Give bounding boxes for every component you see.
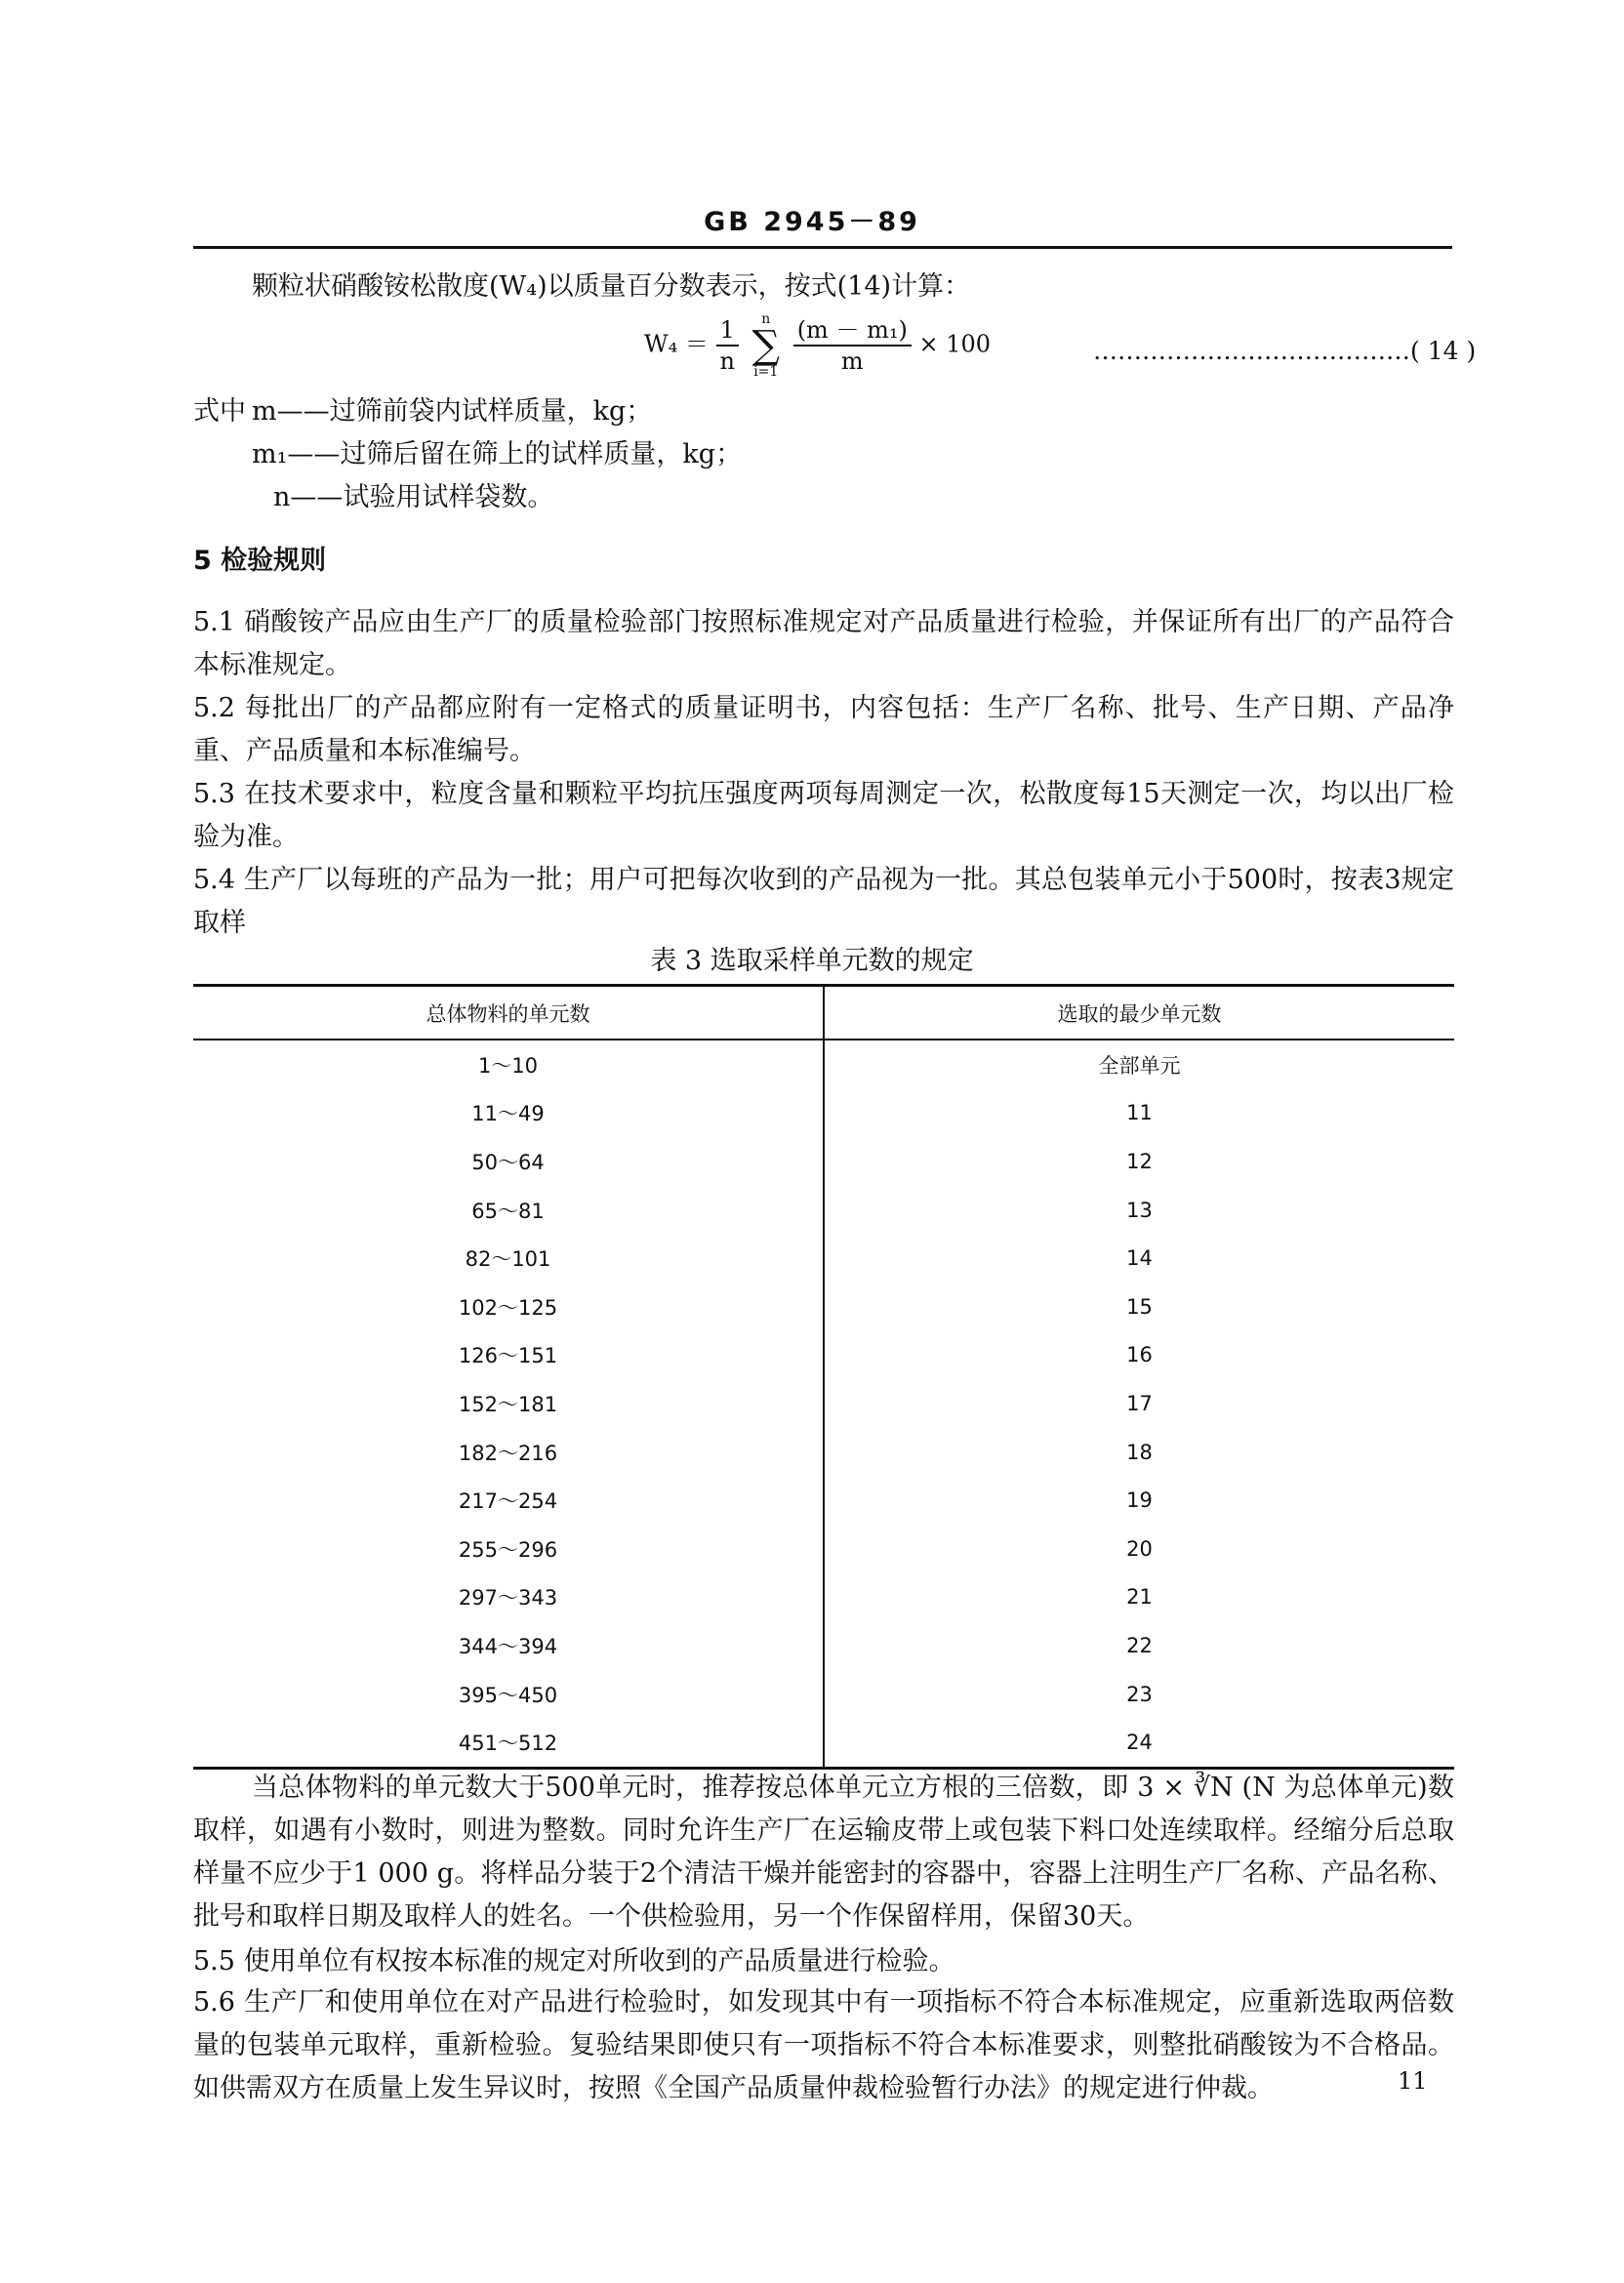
where-text: 过筛后留在筛上的试样质量，kg； — [340, 439, 743, 469]
table-cell: 451～512 — [193, 1718, 824, 1768]
table-cell: 182～216 — [193, 1428, 824, 1477]
formula-lhs: W₄ ＝ — [644, 330, 709, 358]
page-number: 11 — [1398, 2067, 1428, 2095]
table-cell: 20 — [1126, 1536, 1153, 1561]
coef-denominator: n — [719, 347, 735, 375]
equation-number: …………………………………( 14 ) — [1093, 337, 1477, 365]
clause-5-5: 5.5 使用单位有权按本标准的规定对所收到的产品质量进行检验。 — [193, 1946, 955, 1977]
table-row — [193, 1234, 1454, 1283]
table-row — [193, 1428, 1454, 1477]
document-header: GB 2945－89 — [704, 207, 920, 237]
table-cell: 19 — [1126, 1488, 1153, 1513]
clause-5-4: 5.4 生产厂以每班的产品为一批；用户可把每次收到的产品视为一批。其总包装单元小于500时，按表3规定取样 — [193, 865, 1454, 938]
clause-5-2: 5.2 每批出厂的产品都应附有一定格式的质量证明书，内容包括：生产厂名称、批号、生产日期、产品净重、产品质量和本标准编号。 — [193, 693, 1454, 766]
sum-upper-limit: n — [761, 311, 771, 327]
sampling-units-table — [193, 984, 1454, 1770]
where-item — [252, 433, 742, 476]
column-header: 总体物料的单元数 — [193, 986, 824, 1040]
table-row — [193, 1573, 1454, 1622]
table-cell: 全部单元 — [1098, 1053, 1181, 1078]
table-cell: 1～10 — [193, 1040, 824, 1089]
table-row — [193, 1137, 1454, 1186]
fraction-denominator: m — [840, 347, 864, 375]
table-cell: 15 — [1126, 1294, 1153, 1319]
sigma-symbol: ∑ — [751, 323, 781, 368]
table-cell: 255～296 — [193, 1525, 824, 1573]
table-cell: 18 — [1126, 1440, 1153, 1464]
clause-5-6: 5.6 生产厂和使用单位在对产品进行检验时，如发现其中有一项指标不符合本标准规定，应重新选取两倍数量的包装单元取样，重新检验。复验结果即使只有一项指标不符合本标准要求，则整批硝酸铵为不合格品。如供需双方在质量上发生异议时，按照《全国产品质量仲裁检验暂行办法》的规定进行仲裁。 — [193, 1987, 1454, 2103]
where-lead: 式中 — [193, 396, 246, 427]
table-row — [193, 1089, 1454, 1138]
table-row — [193, 1331, 1454, 1380]
table-row — [193, 1525, 1454, 1573]
table-cell: 152～181 — [193, 1379, 824, 1428]
header-rule — [193, 246, 1452, 249]
coef-numerator: 1 — [716, 315, 739, 347]
table-cell: 50～64 — [193, 1137, 824, 1186]
table-row — [193, 1283, 1454, 1331]
table-cell: 21 — [1126, 1585, 1153, 1610]
table-cell: 17 — [1126, 1391, 1153, 1415]
table-cell: 297～343 — [193, 1573, 824, 1622]
table-cell: 12 — [1126, 1149, 1153, 1173]
where-item — [252, 390, 652, 433]
table-row — [193, 1621, 1454, 1670]
table-row — [193, 1670, 1454, 1719]
table-caption: 表 3 选取采样单元数的规定 — [650, 946, 974, 976]
where-symbol: n—— — [273, 482, 344, 512]
table-cell: 126～151 — [193, 1331, 824, 1380]
table-cell: 24 — [824, 1718, 1454, 1768]
sum-lower-limit: i=1 — [753, 364, 779, 380]
table-cell: 11 — [1126, 1101, 1153, 1125]
where-symbol: m₁—— — [252, 439, 341, 469]
table-cell: 217～254 — [193, 1476, 824, 1525]
clause-5-1: 5.1 硝酸铵产品应由生产厂的质量检验部门按照标准规定对产品质量进行检验，并保证所有出厂的产品符合本标准规定。 — [193, 607, 1454, 680]
table-row — [193, 1379, 1454, 1428]
summation-sign — [751, 312, 780, 379]
table-cell: 102～125 — [193, 1283, 824, 1331]
section-title: 5 检验规则 — [193, 546, 327, 576]
table-cell: 22 — [1126, 1633, 1153, 1657]
table-row — [193, 1040, 1454, 1089]
table-cell: 14 — [1126, 1246, 1153, 1271]
table-row — [193, 1718, 1454, 1768]
table-cell: 16 — [1126, 1343, 1153, 1367]
fraction-numerator: (m － m₁) — [793, 315, 912, 347]
where-text: 过筛前袋内试样质量，kg； — [329, 396, 653, 427]
where-symbol: m—— — [252, 396, 330, 427]
where-text: 试验用试样袋数。 — [343, 482, 554, 512]
sampling-paragraph: 当总体物料的单元数大于500单元时，推荐按总体单元立方根的三倍数，即 3 × ∛N (N 为总体单元)数取样，如遇有小数时，则进为整数。同时允许生产厂在运输皮带上或包装下料口处连续取样。经缩分后总取样量不应少于1 000 g。将样品分装于2个清洁干燥并能密封的容器中，容器上注明生产厂名称、产品名称、批号和取样日期及取样人的姓名。一个供检验用，另一个作保留样用，保留30天。 — [193, 1773, 1454, 1932]
clause-5-3: 5.3 在技术要求中，粒度含量和颗粒平均抗压强度两项每周测定一次，松散度每15天测定一次，均以出厂检验为准。 — [193, 779, 1454, 852]
table-row — [193, 1186, 1454, 1235]
table-row — [193, 1476, 1454, 1525]
table-cell: 11～49 — [193, 1089, 824, 1138]
table-cell: 82～101 — [193, 1234, 824, 1283]
where-item — [273, 476, 553, 519]
column-header: 选取的最少单元数 — [824, 986, 1454, 1040]
table-cell: 13 — [1126, 1198, 1153, 1222]
formula-coefficient — [716, 315, 739, 376]
table-cell: 23 — [1126, 1682, 1153, 1706]
table-cell: 65～81 — [193, 1186, 824, 1235]
formula-fraction — [793, 315, 912, 376]
formula-tail: × 100 — [918, 330, 991, 358]
table-header-row — [193, 986, 1454, 1040]
table-cell: 395～450 — [193, 1670, 824, 1719]
intro-paragraph: 颗粒状硝酸铵松散度(W₄)以质量百分数表示，按式(14)计算： — [252, 271, 971, 302]
table-cell: 344～394 — [193, 1621, 824, 1670]
